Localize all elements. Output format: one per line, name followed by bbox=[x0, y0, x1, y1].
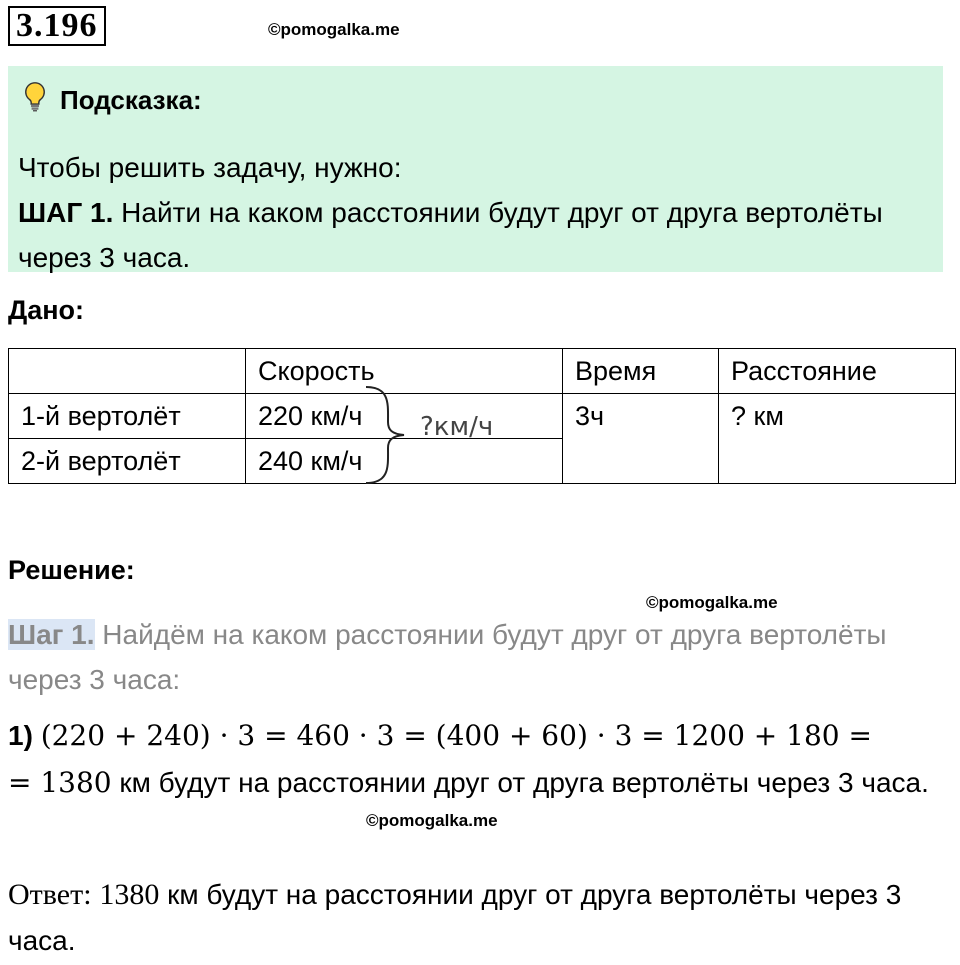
table-header-cell: Время bbox=[563, 349, 719, 394]
solution-step-label: Шаг 1. bbox=[8, 619, 95, 650]
hint-header bbox=[18, 80, 202, 121]
answer-label: Ответ: bbox=[8, 878, 92, 911]
table-cell-speed: 240 км/ч bbox=[246, 439, 563, 484]
table-header-cell: Скорость bbox=[246, 349, 563, 394]
calc-line-2 bbox=[8, 759, 953, 806]
given-title: Дано: bbox=[8, 295, 85, 325]
calc-line-1 bbox=[8, 712, 953, 759]
table-cell-name: 2-й вертолёт bbox=[9, 439, 246, 484]
table-cell-speed: 220 км/ч bbox=[246, 394, 563, 439]
calc-label: 1) bbox=[8, 720, 33, 751]
lightbulb-icon bbox=[18, 80, 52, 121]
watermark-middle: ©pomogalka.me bbox=[646, 593, 778, 612]
hint-step-text: Найти на каком расстоянии будут друг от друга вертолёты через 3 часа. bbox=[18, 197, 883, 273]
calc-result-text: км будут на расстоянии друг от друга вертолёты через 3 часа. bbox=[119, 767, 929, 798]
hint-step bbox=[18, 190, 928, 280]
hint-text bbox=[18, 145, 928, 280]
watermark-top: ©pomogalka.me bbox=[268, 20, 400, 39]
table-header-row bbox=[9, 349, 956, 394]
answer bbox=[8, 872, 953, 964]
calc-result: = 1380 bbox=[8, 766, 112, 799]
watermark-bottom: ©pomogalka.me bbox=[366, 811, 498, 830]
table-cell-name: 1-й вертолёт bbox=[9, 394, 246, 439]
solution-step-text: Найдём на каком расстоянии будут друг от друга вертолёты через 3 часа: bbox=[8, 619, 887, 695]
hint-intro: Чтобы решить задачу, нужно: bbox=[18, 152, 402, 183]
brace-icon bbox=[360, 384, 420, 486]
task-number: 3.196 bbox=[8, 6, 106, 46]
solution-step bbox=[8, 612, 908, 702]
calculation bbox=[8, 712, 953, 806]
table-header-cell bbox=[9, 349, 246, 394]
solution-title: Решение: bbox=[8, 555, 135, 585]
answer-text: км будут на расстоянии друг от друга вертолёты через 3 часа. bbox=[8, 879, 902, 956]
table-cell-distance: ? км bbox=[719, 394, 956, 484]
answer-value: 1380 bbox=[99, 878, 160, 911]
table-header-cell: Расстояние bbox=[719, 349, 956, 394]
hint-title: Подсказка: bbox=[60, 85, 202, 115]
table-cell-time: 3ч bbox=[563, 394, 719, 484]
calc-expression: (220 + 240) · 3 = 460 · 3 = (400 + 60) · 3 = 1200 + 180 = bbox=[40, 719, 872, 752]
hint-step-label: ШАГ 1. bbox=[18, 197, 114, 228]
brace-note: ?км/ч bbox=[420, 412, 494, 442]
